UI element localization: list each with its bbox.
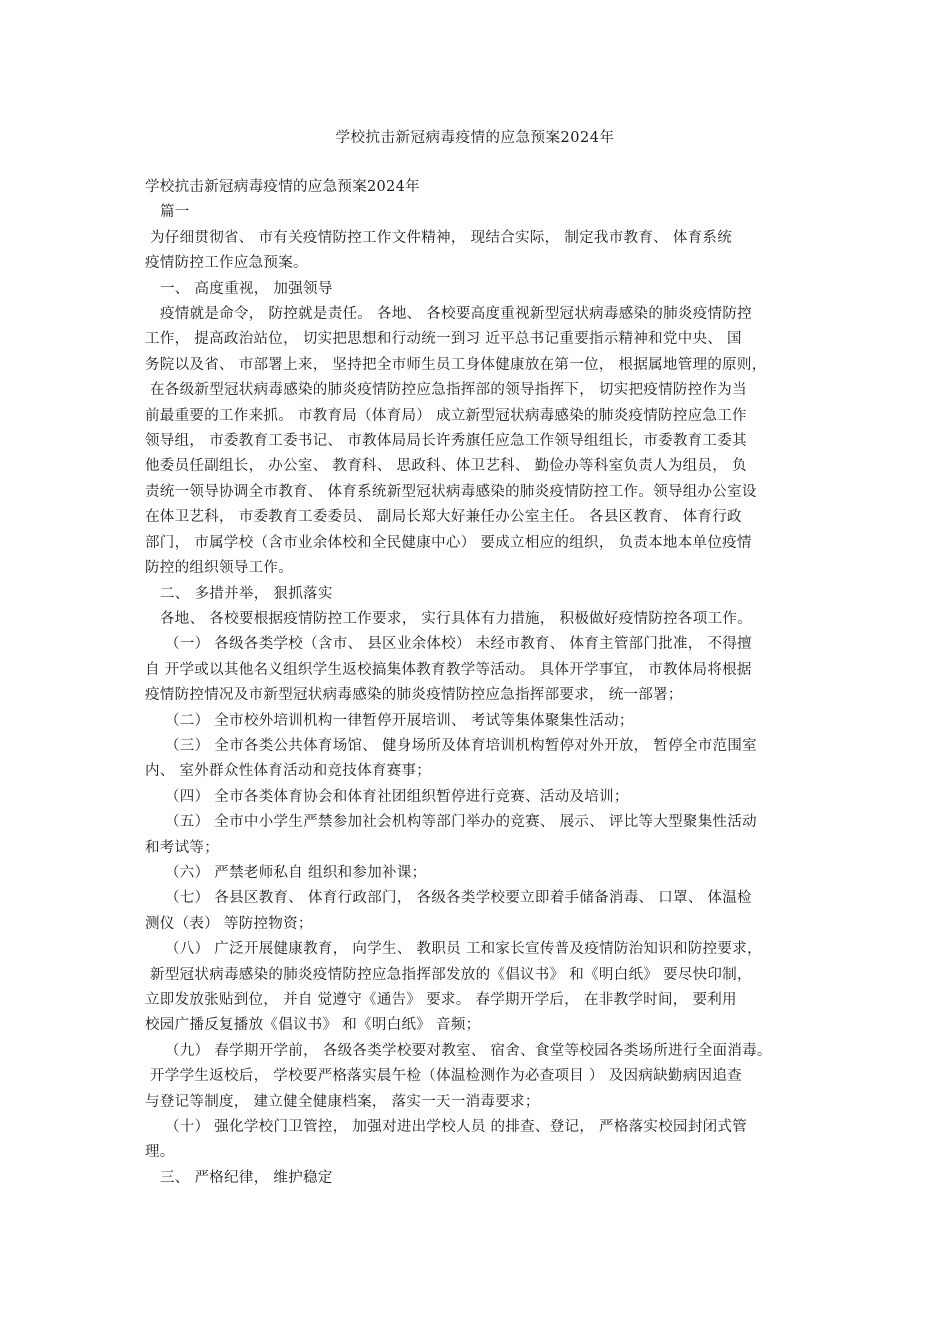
paragraph-line: 领导组， 市委教育工委书记、 市教体局局长许秀旗任应急工作领导组组长，市委教育工委其 (145, 433, 747, 450)
paragraph-line: 部门， 市属学校（含市业余体校和全民健康中心） 要成立相应的组织， 负责本地本单位疫情 (145, 534, 752, 551)
paragraph-line: 责统一领导协调全市教育、 体育系统新型冠状病毒感染的肺炎疫情防控工作。领导组办公室设 (145, 483, 757, 500)
list-item-line: （二） 全市校外培训机构一律暂停开展培训、 考试等集体聚集性活动； (165, 712, 634, 729)
paragraph-line: 在各级新型冠状病毒感染的肺炎疫情防控应急指挥部的领导指挥下， 切实把疫情防控作为当 (150, 382, 747, 399)
paragraph-line: 新型冠状病毒感染的肺炎疫情防控应急指挥部发放的《倡议书》 和《明白纸》 要尽快印制， (150, 966, 752, 983)
list-item-line: （十） 强化学校门卫管控， 加强对进出学校人员 的排查、登记， 严格落实校园封闭式管 (165, 1119, 748, 1136)
paragraph-line: 各地、 各校要根据疫情防控工作要求， 实行具体有力措施， 积极做好疫情防控各项工作。 (160, 610, 752, 627)
paragraph-line: 内、 室外群众性体育活动和竞技体育赛事； (145, 763, 432, 780)
section-heading: 一、 高度重视， 加强领导 (160, 280, 333, 297)
list-item-line: （三） 全市各类公共体育场馆、 健身场所及体育培训机构暂停对外开放， 暂停全市范围室 (165, 737, 757, 754)
section-heading: 二、 多措并举， 狠抓落实 (160, 585, 333, 602)
page-header-title: 学校抗击新冠病毒疫情的应急预案2024年 (335, 130, 615, 146)
paragraph-line: 学校抗击新冠病毒疫情的应急预案2024年 (145, 179, 420, 195)
paragraph-line: 校园广播反复播放《倡议书》 和《明白纸》 音频； (145, 1017, 481, 1034)
paragraph-line: 篇一 (160, 204, 190, 221)
paragraph-line: 测仪（表） 等防控物资； (145, 915, 313, 932)
section-heading: 三、 严格纪律， 维护稳定 (160, 1169, 333, 1186)
list-item-line: （四） 全市各类体育协会和体育社团组织暂停进行竞赛、活动及培训； (165, 788, 629, 805)
paragraph-line: 疫情防控情况及市新型冠状病毒感染的肺炎疫情防控应急指挥部要求， 统一部署； (145, 687, 683, 704)
paragraph-line: 自 开学或以其他名义组织学生返校搞集体教育教学等活动。 具体开学事宜， 市教体局将根据 (145, 661, 752, 678)
paragraph-line: 疫情防控工作应急预案。 (145, 255, 308, 272)
paragraph-line: 理。 (145, 1144, 175, 1161)
list-item-line: （八） 广泛开展健康教育， 向学生、 教职员 工和家长宣传普及疫情防治知识和防控要求， (165, 941, 762, 958)
list-item-line: （五） 全市中小学生严禁参加社会机构等部门举办的竞赛、 展示、 评比等大型聚集性活动 (165, 814, 757, 831)
list-item-line: （一） 各级各类学校（含市、 县区业余体校） 未经市教育、 体育主管部门批准， 不得擅 (165, 636, 752, 653)
list-item-line: （九） 春学期开学前， 各级各类学校要对教室、 宿舍、食堂等校园各类场所进行全面消毒。 (165, 1042, 772, 1059)
paragraph-line: 与登记等制度， 建立健全健康档案， 落实一天一消毒要求； (145, 1093, 540, 1110)
list-item-line: （七） 各县区教育、 体育行政部门， 各级各类学校要立即着手储备消毒、 口罩、 体温检 (165, 890, 752, 907)
paragraph-line: 防控的组织领导工作。 (145, 560, 293, 577)
paragraph-line: 务院以及省、 市部署上来， 坚持把全市师生员工身体健康放在第一位， 根据属地管理的原则， (145, 356, 767, 373)
paragraph-line: 在体卫艺科， 市委教育工委委员、 副局长郑大好兼任办公室主任。 各县区教育、 体育行政 (145, 509, 742, 526)
list-item-line: （六） 严禁老师私自 组织和参加补课； (165, 864, 427, 881)
paragraph-line: 疫情就是命令， 防控就是责任。 各地、 各校要高度重视新型冠状病毒感染的肺炎疫情防控 (160, 306, 752, 323)
paragraph-line: 和考试等； (145, 839, 219, 856)
document-body (145, 175, 825, 1191)
paragraph-line: 立即发放张贴到位， 并自 觉遵守《通告》 要求。 春学期开学后， 在非教学时间， 要利用 (145, 992, 737, 1008)
paragraph-line: 他委员任副组长， 办公室、 教育科、 思政科、体卫艺科、 勤俭办等科室负责人为组员， 负 (145, 458, 747, 475)
paragraph-line: 开学学生返校后， 学校要严格落实晨午检（体温检测作为必查项目 ） 及因病缺勤病因追查 (150, 1068, 742, 1085)
paragraph-line: 前最重要的工作来抓。 市教育局（体育局） 成立新型冠状病毒感染的肺炎疫情防控应急工作 (145, 407, 747, 424)
paragraph-line: 工作， 提高政治站位， 切实把思想和行动统一到习 近平总书记重要指示精神和党中央、 国 (145, 331, 742, 348)
paragraph-line: 为仔细贯彻省、 市有关疫情防控工作文件精神， 现结合实际， 制定我市教育、 体育系统 (150, 229, 733, 246)
